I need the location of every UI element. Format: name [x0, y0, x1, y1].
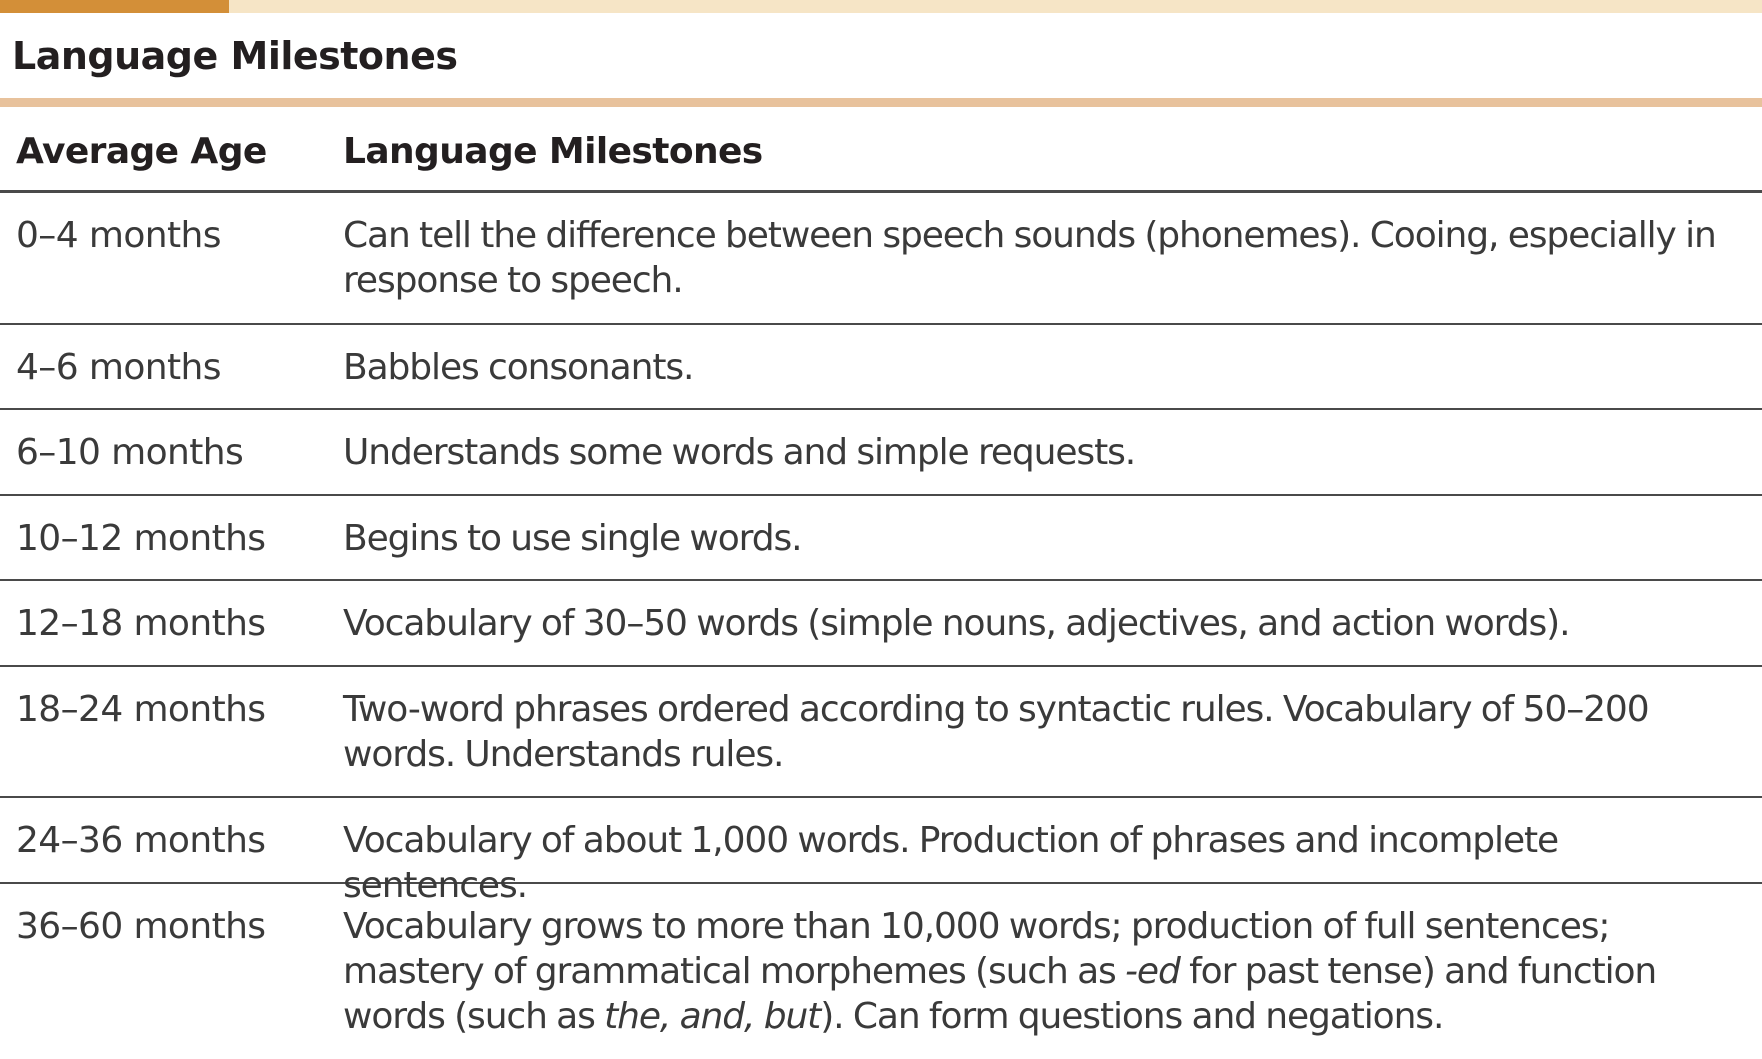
age-cell: 6–10 months [16, 432, 244, 473]
table-row [0, 798, 1762, 906]
age-cell: 12–18 months [16, 603, 266, 644]
milestone-cell: Two-word phrases ordered according to syntactic rules. Vocabulary of 50–200 words. Understands rules. [343, 689, 1649, 775]
table-row [0, 410, 1762, 496]
top-color-bar [0, 0, 1762, 13]
top-color-bar-accent [0, 0, 229, 13]
age-cell: 36–60 months [16, 906, 266, 947]
milestone-text: Vocabulary grows to more than 10,000 words; production of full sentences; mastery of grammatical morphemes (such as [343, 906, 1610, 992]
milestone-cell: Begins to use single words. [343, 518, 802, 559]
milestone-cell: Vocabulary of 30–50 words (simple nouns, adjectives, and action words). [343, 603, 1570, 644]
milestone-text: ). Can form questions and negations. [820, 996, 1444, 1037]
age-cell: 18–24 months [16, 689, 266, 730]
milestone-cell: Vocabulary of about 1,000 words. Production of phrases and incomplete sentences. [343, 820, 1559, 906]
table-title: Language Milestones [12, 34, 458, 78]
age-cell: 10–12 months [16, 518, 266, 559]
table-header-row [0, 107, 1762, 193]
table-row [0, 667, 1762, 798]
milestone-cell: Understands some words and simple requests. [343, 432, 1136, 473]
column-header-average-age: Average Age [16, 131, 267, 172]
milestone-cell [343, 904, 1743, 1039]
table-row [0, 496, 1762, 581]
table-row [0, 884, 1762, 1059]
milestone-text: for past tense) and function words (such as [343, 951, 1657, 1037]
milestone-cell: Babbles consonants. [343, 347, 694, 388]
age-cell: 0–4 months [16, 215, 221, 256]
age-cell: 24–36 months [16, 820, 266, 861]
table-row [0, 325, 1762, 410]
title-rule [0, 98, 1762, 107]
table-row [0, 581, 1762, 667]
milestones-table [0, 107, 1762, 1059]
milestone-cell: Can tell the difference between speech sounds (phonemes). Cooing, especially in response to speech. [343, 215, 1716, 301]
milestone-italic-function-words: the, and, but [604, 996, 821, 1037]
age-cell: 4–6 months [16, 347, 221, 388]
table-row [0, 193, 1762, 325]
milestone-italic-suffix: -ed [1125, 951, 1180, 992]
column-header-language-milestones: Language Milestones [343, 131, 763, 172]
